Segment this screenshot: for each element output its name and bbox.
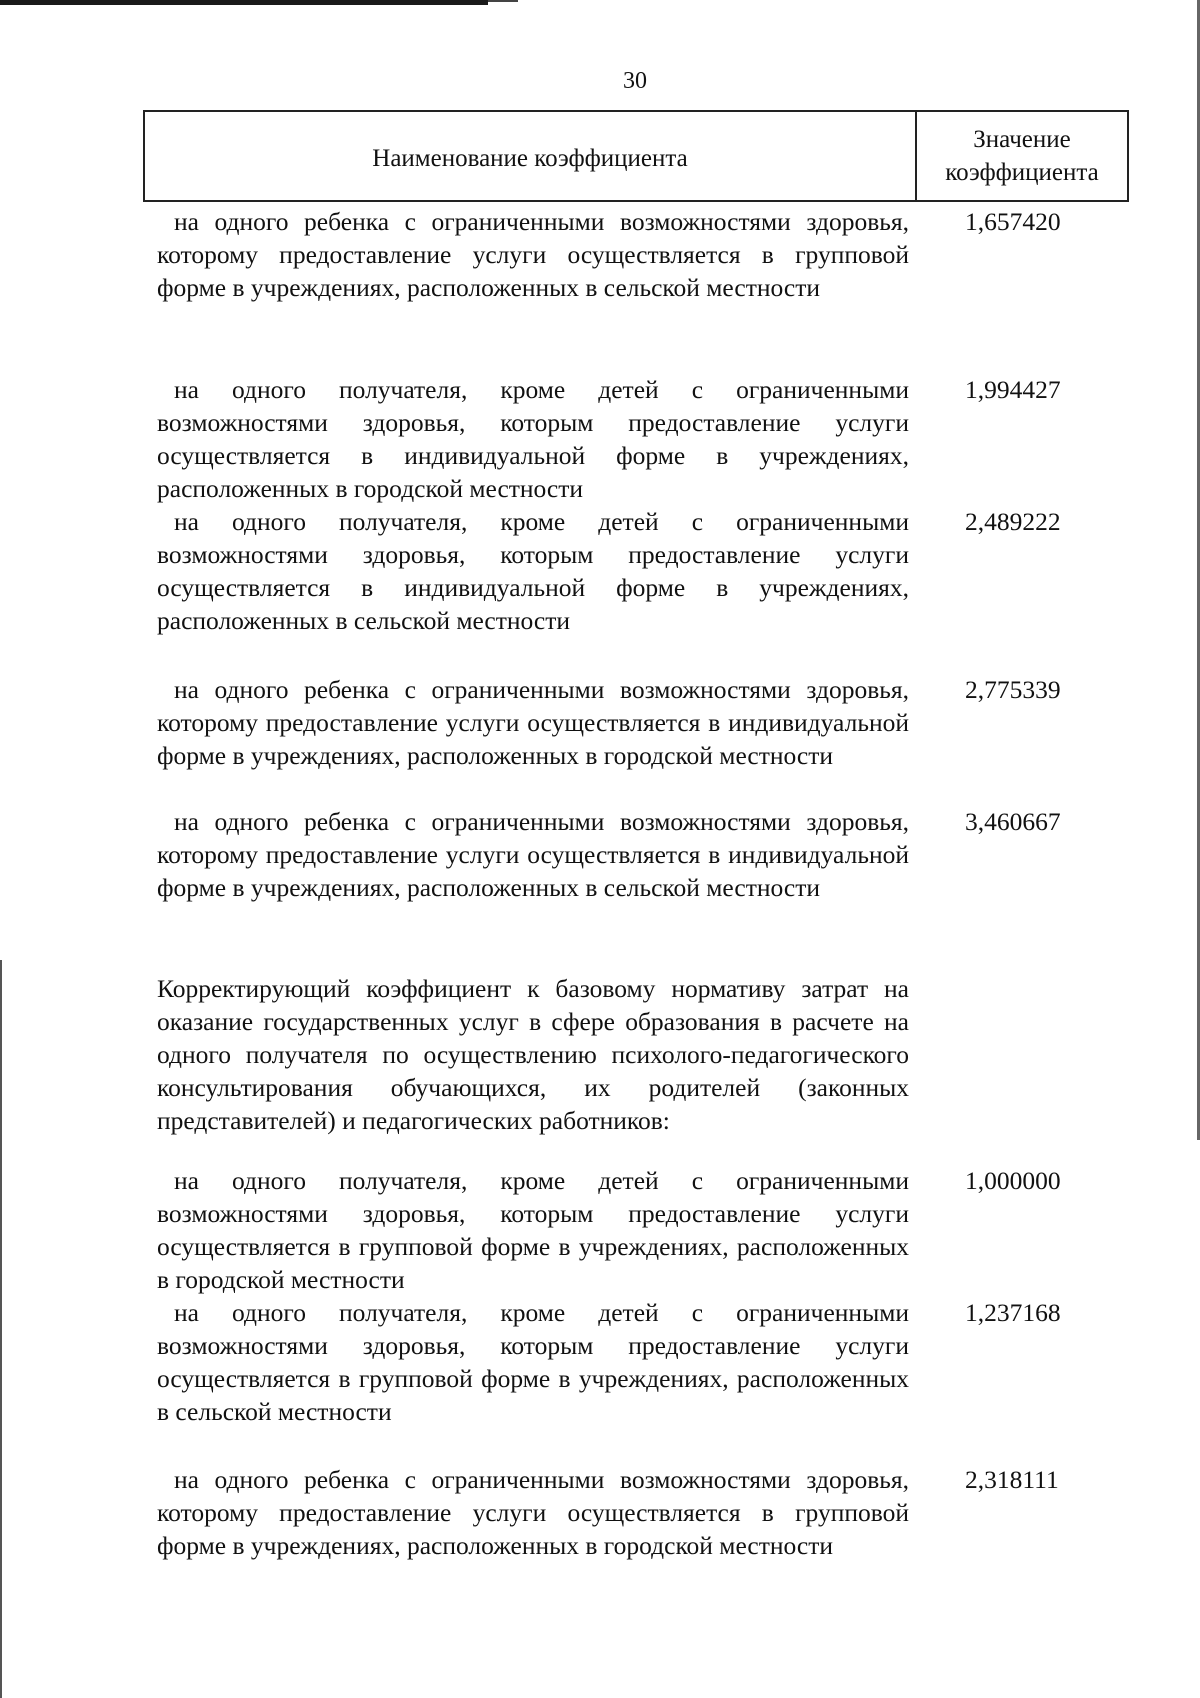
coefficient-description: на одного ребенка с ограниченными возможностями здоровья, которому предоставление услуги осуществляется в индивидуальной форме в учреждениях, расположенных в городской местности <box>157 675 909 770</box>
coefficient-description: на одного получателя, кроме детей с ограниченными возможностями здоровья, которым предоставление услуги осуществляется в групповой форме в учреждениях, расположенных в городской местности <box>157 1166 909 1294</box>
scan-border-top <box>0 0 488 5</box>
coefficient-value: 1,237168 <box>965 1298 1061 1327</box>
scan-border-top-thin <box>488 0 518 2</box>
header-value-column: Значение коэффициента <box>945 126 1099 186</box>
page-number: 30 <box>623 68 647 94</box>
coefficient-description: на одного ребенка с ограниченными возможностями здоровья, которому предоставление услуги осуществляется в групповой форме в учреждениях, расположенных в сельской местности <box>157 207 909 302</box>
coefficient-value: 1,994427 <box>965 375 1061 404</box>
coefficient-description: на одного получателя, кроме детей с ограниченными возможностями здоровья, которым предоставление услуги осуществляется в индивидуальной форме в учреждениях, расположенных в городской местности <box>157 375 909 503</box>
table-header <box>143 110 1129 202</box>
coefficient-value: 2,318111 <box>965 1465 1059 1494</box>
coefficient-value: 2,489222 <box>965 507 1061 536</box>
coefficient-description: на одного получателя, кроме детей с ограниченными возможностями здоровья, которым предоставление услуги осуществляется в групповой форме в учреждениях, расположенных в сельской местности <box>157 1298 909 1426</box>
header-name-column: Наименование коэффициента <box>145 112 917 200</box>
coefficient-description: на одного ребенка с ограниченными возможностями здоровья, которому предоставление услуги осуществляется в индивидуальной форме в учреждениях, расположенных в сельской местности <box>157 807 909 902</box>
coefficient-value: 1,657420 <box>965 207 1061 236</box>
coefficient-value: 2,775339 <box>965 675 1061 704</box>
coefficient-value: 3,460667 <box>965 807 1061 836</box>
coefficient-description: на одного ребенка с ограниченными возможностями здоровья, которому предоставление услуги осуществляется в групповой форме в учреждениях, расположенных в городской местности <box>157 1465 909 1560</box>
scan-border-left <box>0 960 2 1698</box>
coefficient-value: 1,000000 <box>965 1166 1061 1195</box>
coefficient-description: на одного получателя, кроме детей с ограниченными возможностями здоровья, которым предоставление услуги осуществляется в индивидуальной форме в учреждениях, расположенных в сельской местности <box>157 507 909 635</box>
section-intro: Корректирующий коэффициент к базовому нормативу затрат на оказание государственных услуг в сфере образования в расчете на одного получателя по осуществлению психолого-педагогического консультирования обучающихся, их родителей (законных представителей) и педагогических работников: <box>157 974 909 1135</box>
